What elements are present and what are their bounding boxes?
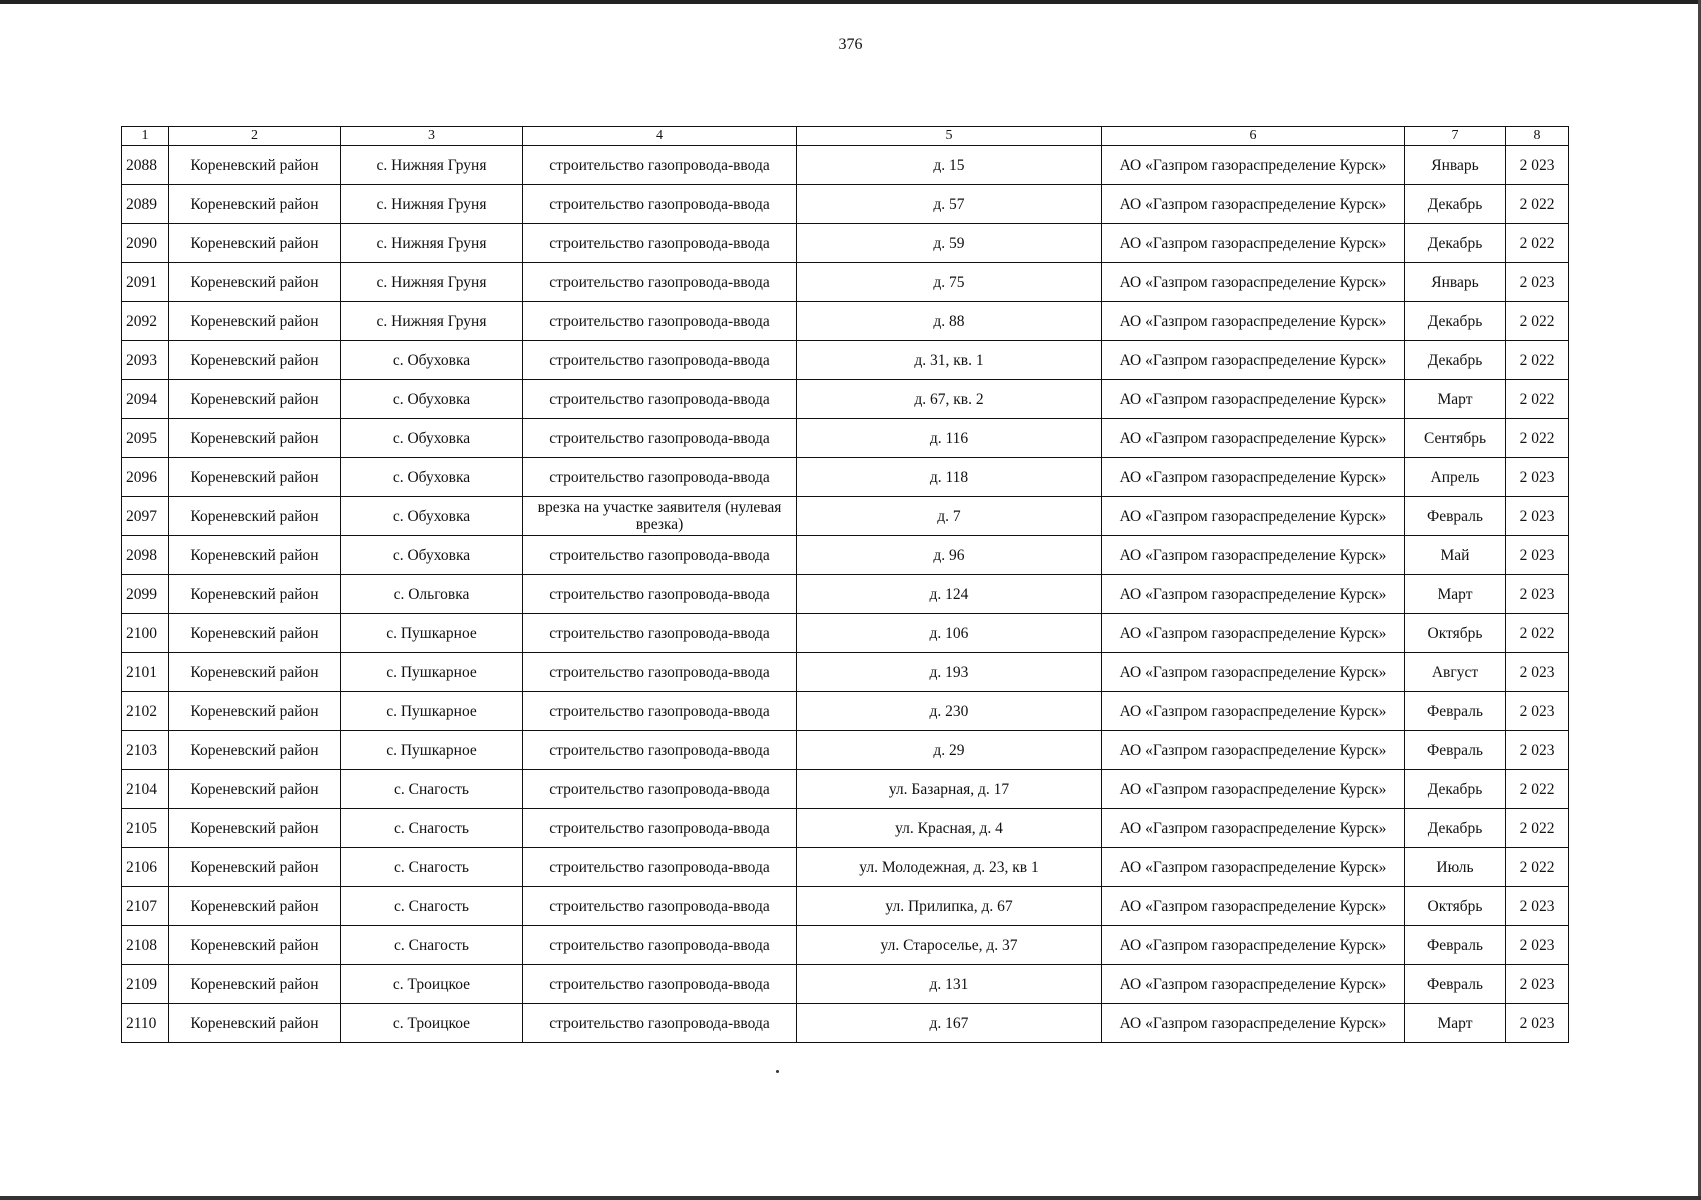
work-type-cell: строительство газопровода-ввода xyxy=(523,770,797,809)
scan-edge-top xyxy=(0,0,1701,4)
address-cell: д. 75 xyxy=(797,263,1102,302)
settlement-cell: с. Снагость xyxy=(341,848,523,887)
address-cell: д. 131 xyxy=(797,965,1102,1004)
district-cell: Кореневский район xyxy=(169,263,341,302)
year-cell: 2 022 xyxy=(1506,380,1569,419)
year-cell: 2 023 xyxy=(1506,887,1569,926)
work-type-cell: строительство газопровода-ввода xyxy=(523,380,797,419)
address-cell: д. 96 xyxy=(797,536,1102,575)
organization-cell: АО «Газпром газораспределение Курск» xyxy=(1102,770,1405,809)
district-cell: Кореневский район xyxy=(169,302,341,341)
work-type-cell: строительство газопровода-ввода xyxy=(523,263,797,302)
column-number-cell: 8 xyxy=(1506,127,1569,146)
row-number-cell: 2107 xyxy=(122,887,169,926)
table-row xyxy=(122,809,1569,848)
column-number-cell: 4 xyxy=(523,127,797,146)
year-cell: 2 022 xyxy=(1506,185,1569,224)
organization-cell: АО «Газпром газораспределение Курск» xyxy=(1102,692,1405,731)
scan-edge-bottom xyxy=(0,1196,1701,1200)
address-cell: д. 7 xyxy=(797,497,1102,536)
row-number-cell: 2102 xyxy=(122,692,169,731)
column-number-cell: 3 xyxy=(341,127,523,146)
work-type-cell: строительство газопровода-ввода xyxy=(523,224,797,263)
row-number-cell: 2108 xyxy=(122,926,169,965)
table-row xyxy=(122,653,1569,692)
month-cell: Декабрь xyxy=(1405,809,1506,848)
row-number-cell: 2095 xyxy=(122,419,169,458)
year-cell: 2 022 xyxy=(1506,419,1569,458)
address-cell: д. 67, кв. 2 xyxy=(797,380,1102,419)
row-number-cell: 2106 xyxy=(122,848,169,887)
table-row xyxy=(122,380,1569,419)
organization-cell: АО «Газпром газораспределение Курск» xyxy=(1102,185,1405,224)
settlement-cell: с. Обуховка xyxy=(341,458,523,497)
organization-cell: АО «Газпром газораспределение Курск» xyxy=(1102,341,1405,380)
table-row xyxy=(122,185,1569,224)
row-number-cell: 2098 xyxy=(122,536,169,575)
month-cell: Февраль xyxy=(1405,926,1506,965)
row-number-cell: 2099 xyxy=(122,575,169,614)
table-row xyxy=(122,536,1569,575)
table-row xyxy=(122,965,1569,1004)
organization-cell: АО «Газпром газораспределение Курск» xyxy=(1102,575,1405,614)
month-cell: Декабрь xyxy=(1405,302,1506,341)
work-type-cell: строительство газопровода-ввода xyxy=(523,575,797,614)
table-row xyxy=(122,731,1569,770)
address-cell: д. 29 xyxy=(797,731,1102,770)
organization-cell: АО «Газпром газораспределение Курск» xyxy=(1102,497,1405,536)
settlement-cell: с. Нижняя Груня xyxy=(341,224,523,263)
district-cell: Кореневский район xyxy=(169,770,341,809)
work-type-cell: строительство газопровода-ввода xyxy=(523,731,797,770)
district-cell: Кореневский район xyxy=(169,536,341,575)
year-cell: 2 023 xyxy=(1506,146,1569,185)
address-cell: д. 167 xyxy=(797,1004,1102,1043)
month-cell: Февраль xyxy=(1405,965,1506,1004)
month-cell: Февраль xyxy=(1405,497,1506,536)
district-cell: Кореневский район xyxy=(169,809,341,848)
table-row xyxy=(122,146,1569,185)
table-row xyxy=(122,458,1569,497)
address-cell: д. 106 xyxy=(797,614,1102,653)
work-type-cell: строительство газопровода-ввода xyxy=(523,926,797,965)
address-cell: д. 59 xyxy=(797,224,1102,263)
settlement-cell: с. Нижняя Груня xyxy=(341,302,523,341)
row-number-cell: 2101 xyxy=(122,653,169,692)
work-type-cell: строительство газопровода-ввода xyxy=(523,887,797,926)
district-cell: Кореневский район xyxy=(169,419,341,458)
column-number-row xyxy=(122,127,1569,146)
year-cell: 2 022 xyxy=(1506,614,1569,653)
organization-cell: АО «Газпром газораспределение Курск» xyxy=(1102,224,1405,263)
table-row xyxy=(122,575,1569,614)
column-number-cell: 7 xyxy=(1405,127,1506,146)
district-cell: Кореневский район xyxy=(169,224,341,263)
row-number-cell: 2097 xyxy=(122,497,169,536)
district-cell: Кореневский район xyxy=(169,926,341,965)
table-row xyxy=(122,224,1569,263)
year-cell: 2 022 xyxy=(1506,224,1569,263)
district-cell: Кореневский район xyxy=(169,341,341,380)
organization-cell: АО «Газпром газораспределение Курск» xyxy=(1102,653,1405,692)
settlement-cell: с. Снагость xyxy=(341,809,523,848)
year-cell: 2 023 xyxy=(1506,692,1569,731)
work-type-cell: строительство газопровода-ввода xyxy=(523,302,797,341)
month-cell: Октябрь xyxy=(1405,887,1506,926)
column-number-cell: 6 xyxy=(1102,127,1405,146)
district-cell: Кореневский район xyxy=(169,887,341,926)
address-cell: д. 31, кв. 1 xyxy=(797,341,1102,380)
month-cell: Апрель xyxy=(1405,458,1506,497)
month-cell: Март xyxy=(1405,380,1506,419)
organization-cell: АО «Газпром газораспределение Курск» xyxy=(1102,263,1405,302)
address-cell: д. 57 xyxy=(797,185,1102,224)
row-number-cell: 2092 xyxy=(122,302,169,341)
district-cell: Кореневский район xyxy=(169,731,341,770)
settlement-cell: с. Снагость xyxy=(341,887,523,926)
settlement-cell: с. Пушкарное xyxy=(341,614,523,653)
organization-cell: АО «Газпром газораспределение Курск» xyxy=(1102,419,1405,458)
year-cell: 2 023 xyxy=(1506,965,1569,1004)
address-cell: д. 15 xyxy=(797,146,1102,185)
address-cell: ул. Красная, д. 4 xyxy=(797,809,1102,848)
settlement-cell: с. Обуховка xyxy=(341,380,523,419)
organization-cell: АО «Газпром газораспределение Курск» xyxy=(1102,536,1405,575)
work-type-cell: строительство газопровода-ввода xyxy=(523,692,797,731)
table-row xyxy=(122,497,1569,536)
address-cell: д. 118 xyxy=(797,458,1102,497)
settlement-cell: с. Обуховка xyxy=(341,419,523,458)
district-cell: Кореневский район xyxy=(169,380,341,419)
settlement-cell: с. Троицкое xyxy=(341,965,523,1004)
month-cell: Август xyxy=(1405,653,1506,692)
row-number-cell: 2091 xyxy=(122,263,169,302)
work-type-cell: строительство газопровода-ввода xyxy=(523,1004,797,1043)
year-cell: 2 023 xyxy=(1506,458,1569,497)
month-cell: Февраль xyxy=(1405,731,1506,770)
settlement-cell: с. Обуховка xyxy=(341,341,523,380)
year-cell: 2 022 xyxy=(1506,809,1569,848)
table-row xyxy=(122,614,1569,653)
table-row xyxy=(122,692,1569,731)
work-type-cell: строительство газопровода-ввода xyxy=(523,341,797,380)
page-number: 376 xyxy=(838,36,863,53)
district-cell: Кореневский район xyxy=(169,653,341,692)
month-cell: Март xyxy=(1405,575,1506,614)
organization-cell: АО «Газпром газораспределение Курск» xyxy=(1102,146,1405,185)
row-number-cell: 2104 xyxy=(122,770,169,809)
year-cell: 2 023 xyxy=(1506,536,1569,575)
table-row xyxy=(122,341,1569,380)
scan-speck xyxy=(776,1070,779,1073)
address-cell: д. 124 xyxy=(797,575,1102,614)
address-cell: ул. Прилипка, д. 67 xyxy=(797,887,1102,926)
address-cell: д. 88 xyxy=(797,302,1102,341)
organization-cell: АО «Газпром газораспределение Курск» xyxy=(1102,302,1405,341)
organization-cell: АО «Газпром газораспределение Курск» xyxy=(1102,926,1405,965)
settlement-cell: с. Нижняя Груня xyxy=(341,263,523,302)
year-cell: 2 023 xyxy=(1506,926,1569,965)
table-row xyxy=(122,887,1569,926)
row-number-cell: 2094 xyxy=(122,380,169,419)
address-cell: д. 193 xyxy=(797,653,1102,692)
month-cell: Май xyxy=(1405,536,1506,575)
year-cell: 2 023 xyxy=(1506,497,1569,536)
month-cell: Октябрь xyxy=(1405,614,1506,653)
district-cell: Кореневский район xyxy=(169,575,341,614)
table-row xyxy=(122,263,1569,302)
organization-cell: АО «Газпром газораспределение Курск» xyxy=(1102,848,1405,887)
work-type-cell: строительство газопровода-ввода xyxy=(523,536,797,575)
address-cell: ул. Староселье, д. 37 xyxy=(797,926,1102,965)
column-number-cell: 2 xyxy=(169,127,341,146)
row-number-cell: 2096 xyxy=(122,458,169,497)
settlement-cell: с. Нижняя Груня xyxy=(341,185,523,224)
work-type-cell: врезка на участке заявителя (нулевая врезка) xyxy=(523,497,797,536)
month-cell: Декабрь xyxy=(1405,341,1506,380)
organization-cell: АО «Газпром газораспределение Курск» xyxy=(1102,614,1405,653)
year-cell: 2 022 xyxy=(1506,848,1569,887)
settlement-cell: с. Пушкарное xyxy=(341,731,523,770)
month-cell: Февраль xyxy=(1405,692,1506,731)
district-cell: Кореневский район xyxy=(169,497,341,536)
settlement-cell: с. Пушкарное xyxy=(341,692,523,731)
register-table xyxy=(121,126,1569,1043)
work-type-cell: строительство газопровода-ввода xyxy=(523,419,797,458)
address-cell: ул. Базарная, д. 17 xyxy=(797,770,1102,809)
column-number-cell: 5 xyxy=(797,127,1102,146)
district-cell: Кореневский район xyxy=(169,614,341,653)
address-cell: д. 230 xyxy=(797,692,1102,731)
district-cell: Кореневский район xyxy=(169,692,341,731)
settlement-cell: с. Обуховка xyxy=(341,536,523,575)
organization-cell: АО «Газпром газораспределение Курск» xyxy=(1102,809,1405,848)
district-cell: Кореневский район xyxy=(169,458,341,497)
work-type-cell: строительство газопровода-ввода xyxy=(523,809,797,848)
work-type-cell: строительство газопровода-ввода xyxy=(523,848,797,887)
month-cell: Март xyxy=(1405,1004,1506,1043)
work-type-cell: строительство газопровода-ввода xyxy=(523,653,797,692)
row-number-cell: 2105 xyxy=(122,809,169,848)
organization-cell: АО «Газпром газораспределение Курск» xyxy=(1102,1004,1405,1043)
organization-cell: АО «Газпром газораспределение Курск» xyxy=(1102,965,1405,1004)
year-cell: 2 022 xyxy=(1506,341,1569,380)
settlement-cell: с. Пушкарное xyxy=(341,653,523,692)
column-number-cell: 1 xyxy=(122,127,169,146)
organization-cell: АО «Газпром газораспределение Курск» xyxy=(1102,887,1405,926)
row-number-cell: 2093 xyxy=(122,341,169,380)
table-row xyxy=(122,302,1569,341)
month-cell: Декабрь xyxy=(1405,770,1506,809)
year-cell: 2 023 xyxy=(1506,731,1569,770)
district-cell: Кореневский район xyxy=(169,848,341,887)
month-cell: Декабрь xyxy=(1405,185,1506,224)
organization-cell: АО «Газпром газораспределение Курск» xyxy=(1102,380,1405,419)
year-cell: 2 022 xyxy=(1506,770,1569,809)
row-number-cell: 2088 xyxy=(122,146,169,185)
district-cell: Кореневский район xyxy=(169,1004,341,1043)
organization-cell: АО «Газпром газораспределение Курск» xyxy=(1102,458,1405,497)
work-type-cell: строительство газопровода-ввода xyxy=(523,185,797,224)
organization-cell: АО «Газпром газораспределение Курск» xyxy=(1102,731,1405,770)
row-number-cell: 2103 xyxy=(122,731,169,770)
month-cell: Декабрь xyxy=(1405,224,1506,263)
settlement-cell: с. Обуховка xyxy=(341,497,523,536)
month-cell: Январь xyxy=(1405,263,1506,302)
district-cell: Кореневский район xyxy=(169,965,341,1004)
register-table-body xyxy=(122,127,1569,1043)
year-cell: 2 023 xyxy=(1506,575,1569,614)
row-number-cell: 2089 xyxy=(122,185,169,224)
table-row xyxy=(122,419,1569,458)
table-row xyxy=(122,848,1569,887)
year-cell: 2 023 xyxy=(1506,653,1569,692)
address-cell: ул. Молодежная, д. 23, кв 1 xyxy=(797,848,1102,887)
address-cell: д. 116 xyxy=(797,419,1102,458)
row-number-cell: 2109 xyxy=(122,965,169,1004)
month-cell: Сентябрь xyxy=(1405,419,1506,458)
row-number-cell: 2090 xyxy=(122,224,169,263)
work-type-cell: строительство газопровода-ввода xyxy=(523,458,797,497)
year-cell: 2 022 xyxy=(1506,302,1569,341)
row-number-cell: 2100 xyxy=(122,614,169,653)
settlement-cell: с. Ольговка xyxy=(341,575,523,614)
settlement-cell: с. Снагость xyxy=(341,770,523,809)
year-cell: 2 023 xyxy=(1506,263,1569,302)
table-row xyxy=(122,926,1569,965)
table-row xyxy=(122,770,1569,809)
month-cell: Июль xyxy=(1405,848,1506,887)
month-cell: Январь xyxy=(1405,146,1506,185)
row-number-cell: 2110 xyxy=(122,1004,169,1043)
settlement-cell: с. Троицкое xyxy=(341,1004,523,1043)
settlement-cell: с. Нижняя Груня xyxy=(341,146,523,185)
settlement-cell: с. Снагость xyxy=(341,926,523,965)
year-cell: 2 023 xyxy=(1506,1004,1569,1043)
table-row xyxy=(122,1004,1569,1043)
district-cell: Кореневский район xyxy=(169,146,341,185)
work-type-cell: строительство газопровода-ввода xyxy=(523,965,797,1004)
work-type-cell: строительство газопровода-ввода xyxy=(523,614,797,653)
work-type-cell: строительство газопровода-ввода xyxy=(523,146,797,185)
district-cell: Кореневский район xyxy=(169,185,341,224)
